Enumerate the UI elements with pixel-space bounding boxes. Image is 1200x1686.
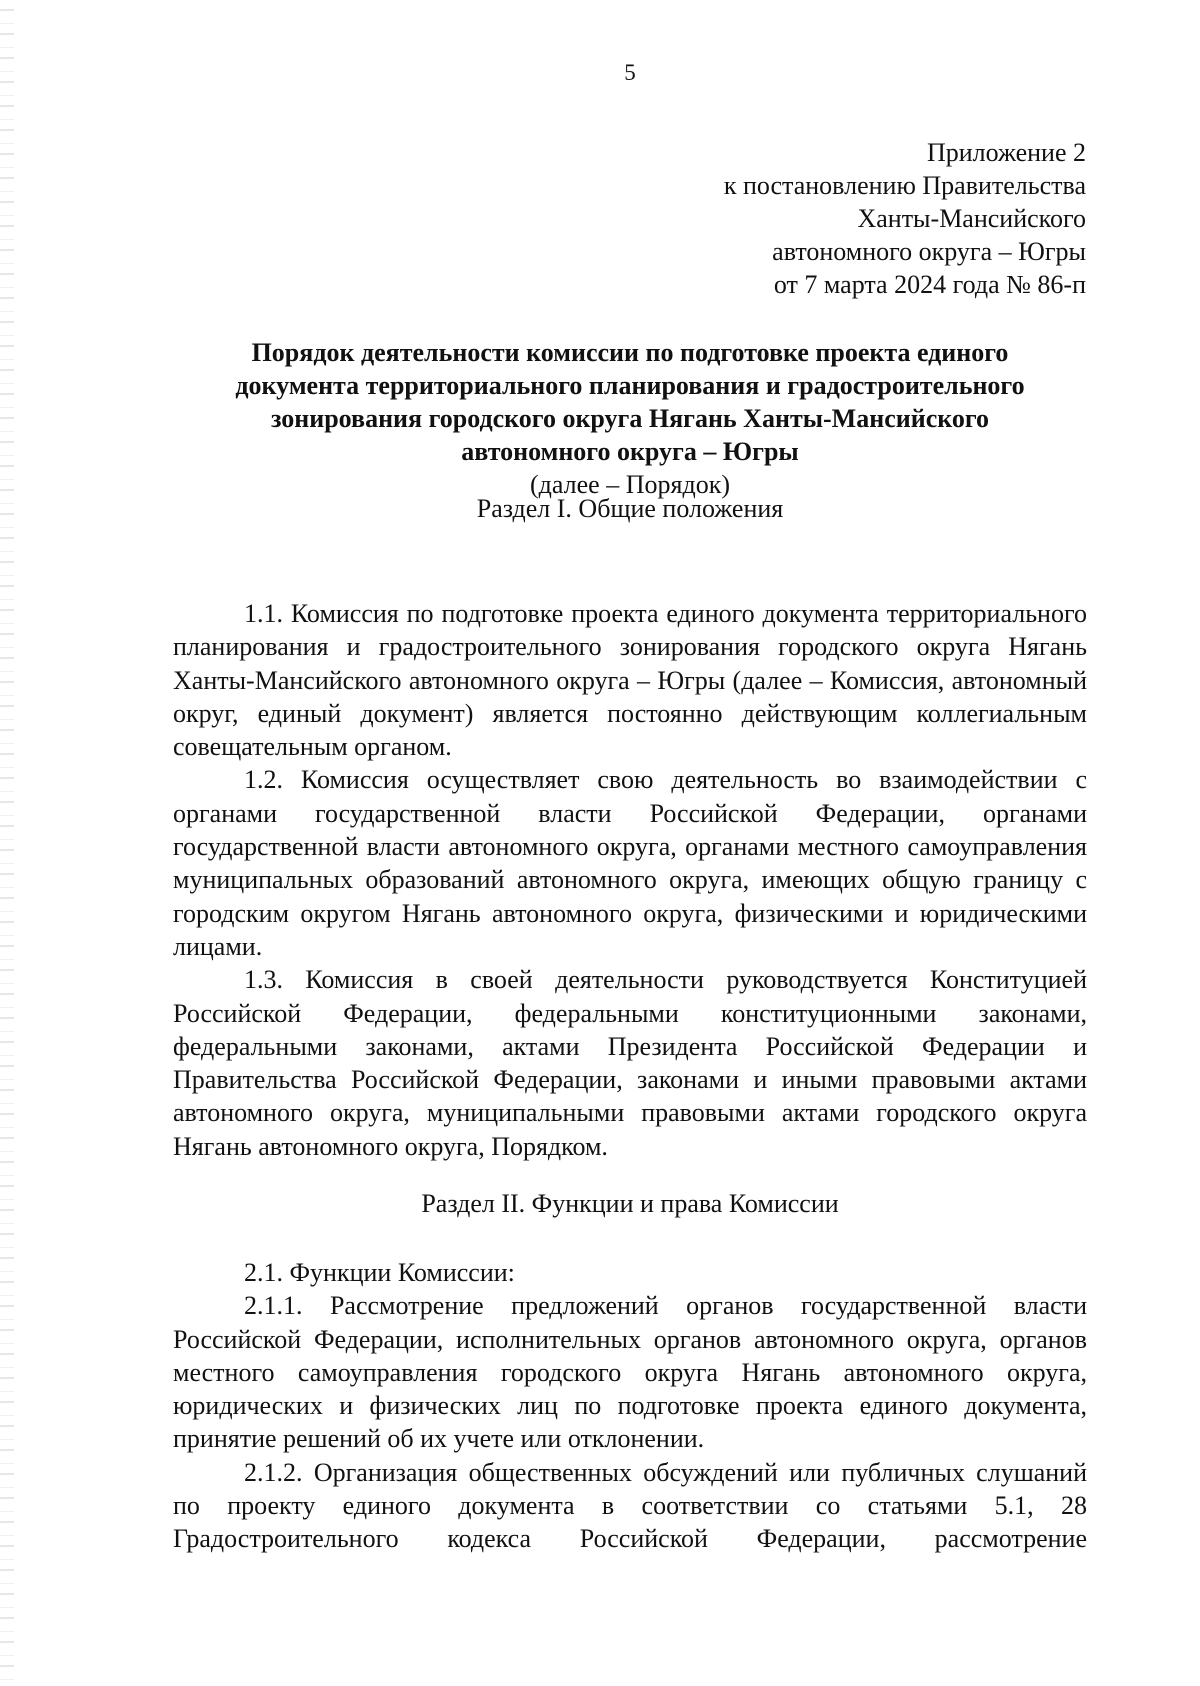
section-2-body (173, 1256, 1087, 1556)
title-line: Порядок деятельности комиссии по подготовке проекта единого (251, 338, 1009, 367)
appendix-line: к постановлению Правительства (723, 171, 1086, 200)
title-line: автономного округа – Югры (461, 437, 799, 466)
paragraph-1-3: 1.3. Комиссия в своей деятельности руководствуется Конституцией Российской Федерации, федеральными конституционными законами, федеральными законами, актами Президента Российской Федерации и Правительства Российской Федерации, законами и иными правовыми актами автономного округа, муниципальными правовыми актами городского округа Нягань автономного округа, Порядком. (173, 965, 1087, 1161)
paragraph-2-1: 2.1. Функции Комиссии: (244, 1258, 515, 1287)
paragraph-2-1-1: 2.1.1. Рассмотрение предложений органов государственной власти Российской Федерации, исполнительных органов автономного округа, органов местного самоуправления городского округа Нягань автономного округа, юридических и физических лиц по подготовке проекта единого документа, принятие решений об их учете или отклонении. (173, 1291, 1087, 1454)
page-number: 5 (624, 60, 636, 85)
paragraph-1-2: 1.2. Комиссия осуществляет свою деятельность во взаимодействии с органами государственной власти Российской Федерации, органами государственной власти автономного округа, органами местного самоуправления муниципальных образований автономного округа, имеющих общую границу с городским округом Нягань автономного округа, физическими и юридическими лицами. (173, 765, 1087, 961)
paragraph-1-1: 1.1. Комиссия по подготовке проекта единого документа территориального планирования и градостроительного зонирования городского округа Нягань Ханты-Мансийского автономного округа – Югры (далее – Комиссия, автономный округ, единый документ) является постоянно действующим коллегиальным совещательным органом. (173, 599, 1087, 762)
document-title (150, 336, 1110, 501)
scan-edge-artifact (0, 0, 14, 1686)
appendix-line: от 7 марта 2024 года № 86-п (773, 270, 1086, 299)
appendix-line: Приложение 2 (926, 138, 1086, 167)
appendix-line: Ханты-Мансийского (857, 204, 1086, 233)
title-line: зонирования городского округа Нягань Ханты-Мансийского (270, 404, 990, 433)
title-line: документа территориального планирования и градостроительного (235, 371, 1025, 400)
section-1-body (173, 597, 1087, 1163)
appendix-block (724, 136, 1086, 301)
section-1-heading: Раздел I. Общие положения (476, 494, 784, 523)
title-subtitle: (далее – Порядок) (530, 470, 730, 499)
section-2-heading: Раздел II. Функции и права Комиссии (421, 1189, 839, 1218)
paragraph-2-1-2: 2.1.2. Организация общественных обсуждений или публичных слушаний по проекту единого документа в соответствии со статьями 5.1, 28 Градостроительного кодекса Российской Федерации, рассмотрение (173, 1457, 1087, 1554)
appendix-line: автономного округа – Югры (772, 237, 1086, 266)
